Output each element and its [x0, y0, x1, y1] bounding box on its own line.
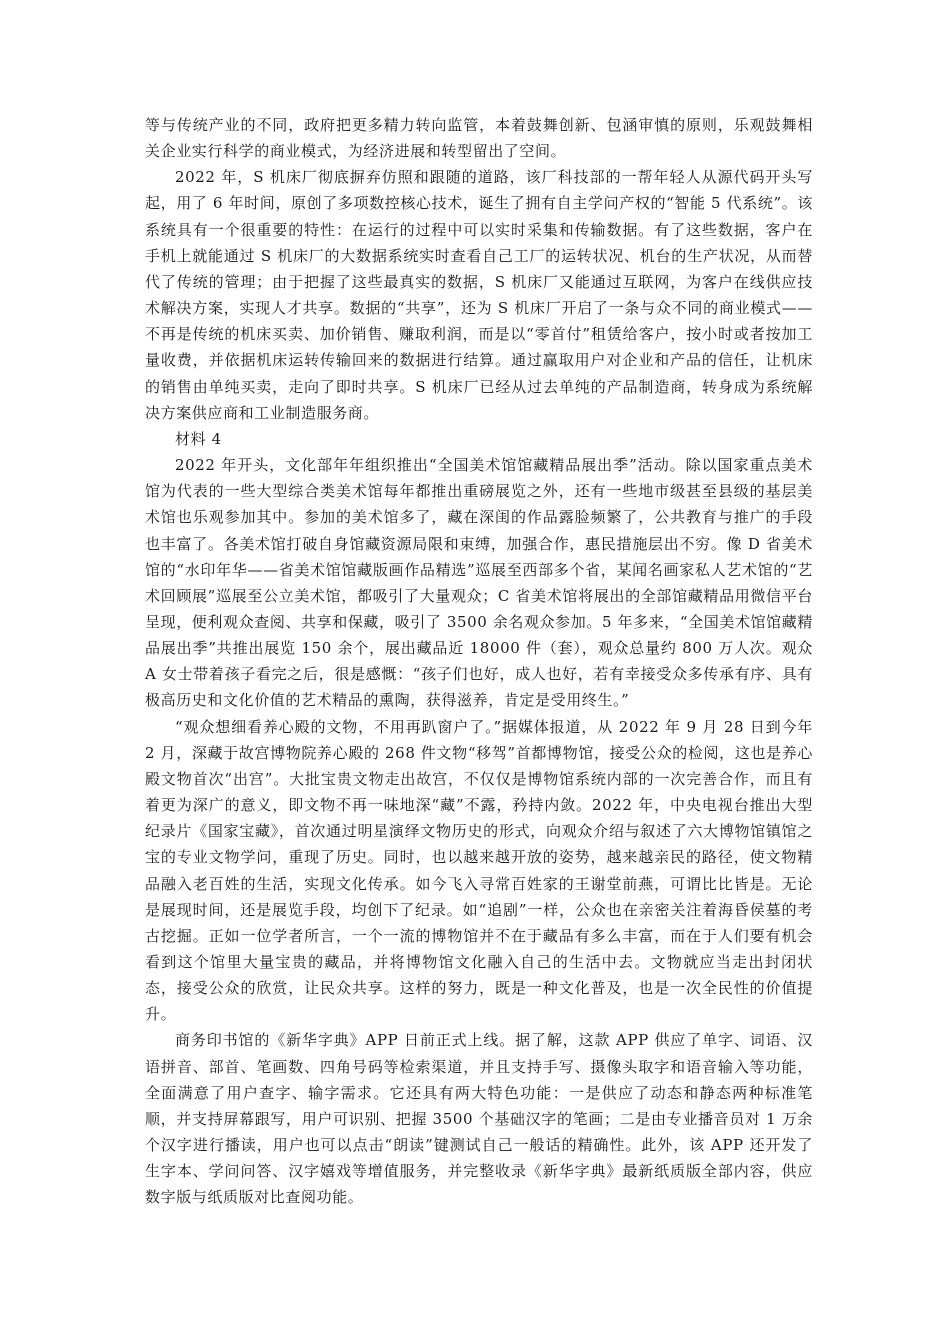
- paragraph-art-museum-exhibition: 2022 年开头，文化部年年组织推出“全国美术馆馆藏精品展出季”活动。除以国家重点美术馆为代表的一些大型综合类美术馆每年都推出重磅展览之外，还有一些地市级甚至县级的基层美术馆也乐观参加其中。参加的美术馆多了，藏在深闺的作品露脸频繁了，公共教育与推广的手段也丰富了。各美术馆打破自身馆藏资源局限和束缚，加强合作，惠民措施层出不穷。像 D 省美术馆的“水印年华——省美术馆馆藏版画作品精选”巡展至西部多个省，某闻名画家私人艺术馆的“艺术回顾展”巡展至公立美术馆，都吸引了大量观众；C 省美术馆将展出的全部馆藏精品用微信平台呈现，便利观众查阅、共享和保藏，吸引了 3500 余名观众参加。5 年多来，“全国美术馆馆藏精品展出季”共推出展览 150 余个，展出藏品近 18000 件（套），观众总量约 800 万人次。观众 A 女士带着孩子看完之后，很是感慨：“孩子们也好，成人也好，若有幸接受众多传承有序、具有极高历史和文化价值的艺术精品的熏陶，获得滋养，肯定是受用终生。”: [145, 456, 813, 710]
- paragraph-palace-museum: “观众想细看养心殿的文物，不用再趴窗户了。”据媒体报道，从 2022 年 9 月 28 日到今年 2 月，深藏于故宫博物院养心殿的 268 件文物“移驾”首都博物馆，接受公众的检阅，这也是养心殿文物首次“出宫”。大批宝贵文物走出故宫，不仅仅是博物馆系统内部的一次完善合作，而且有着更为深广的意义，即文物不再一味地深“藏”不露，矜持内敛。2022 年，中央电视台推出大型纪录片《国家宝藏》，首次通过明星演绎文物历史的形式，向观众介绍与叙述了六大博物馆镇馆之宝的专业文物学问，重现了历史。同时，也以越来越开放的姿势，越来越亲民的路径，使文物精品融入老百姓的生活，实现文化传承。如今飞入寻常百姓家的王谢堂前燕，可谓比比皆是。无论是展现时间，还是展览手段，均创下了纪录。如“追剧”一样，公众也在亲密关注着海昏侯墓的考古挖掘。正如一位学者所言，一个一流的博物馆并不在于藏品有多么丰富，而在于人们要有机会看到这个馆里大量宝贵的藏品，并将博物馆文化融入自己的生活中去。文物就应当走出封闭状态，接受公众的欣赏，让民众共享。这样的努力，既是一种文化普及，也是一次全民性的价值提升。: [145, 717, 813, 1024]
- paragraph-s-machine-tool: 2022 年，S 机床厂彻底摒弃仿照和跟随的道路，该厂科技部的一帮年轻人从源代码开头写起，用了 6 年时间，原创了多项数控核心技术，诞生了拥有自主学问产权的“智能 5 代系统”。该系统具有一个很重要的特性：在运行的过程中可以实时采集和传输数据。有了这些数据，客户在手机上就能通过 S 机床厂的大数据系统实时查看自己工厂的运转状况、机台的生产状况，从而替代了传统的管理；由于把握了这些最真实的数据，S 机床厂又能通过互联网，为客户在线供应技术解决方案，实现人才共享。数据的“共享”，还为 S 机床厂开启了一条与众不同的商业模式——不再是传统的机床买卖、加价销售、赚取利润，而是以“零首付”租赁给客户，按小时或者按加工量收费，并依据机床运转传输回来的数据进行结算。通过赢取用户对企业和产品的信任，让机床的销售由单纯买卖，走向了即时共享。S 机床厂已经从过去单纯的产品制造商，转身成为系统解决方案供应商和工业制造服务商。: [145, 168, 813, 422]
- paragraph-xinhua-dictionary-app: 商务印书馆的《新华字典》APP 日前正式上线。据了解，这款 APP 供应了单字、词语、汉语拼音、部首、笔画数、四角号码等检索渠道，并且支持手写、摄像头取字和语音输入等功能，全面满意了用户查字、输字需求。它还具有两大特色功能：一是供应了动态和静态两种标准笔顺，并支持屏幕跟写，用户可识别、把握 3500 个基础汉字的笔画；二是由专业播音员对 1 万余个汉字进行播读，用户也可以点击“朗读”键测试自己一般话的精确性。此外，该 APP 还开发了生字本、学问问答、汉字嬉戏等增值服务，并完整收录《新华字典》最新纸质版全部内容，供应数字版与纸质版对比查阅功能。: [145, 1031, 813, 1207]
- document-page: [145, 112, 813, 1211]
- section-heading-material-4: 材料 4: [175, 429, 222, 448]
- paragraph-continuation: 等与传统产业的不同，政府把更多精力转向监管，本着鼓舞创新、包涵审慎的原则，乐观鼓舞相关企业实行科学的商业模式，为经济进展和转型留出了空间。: [145, 116, 813, 161]
